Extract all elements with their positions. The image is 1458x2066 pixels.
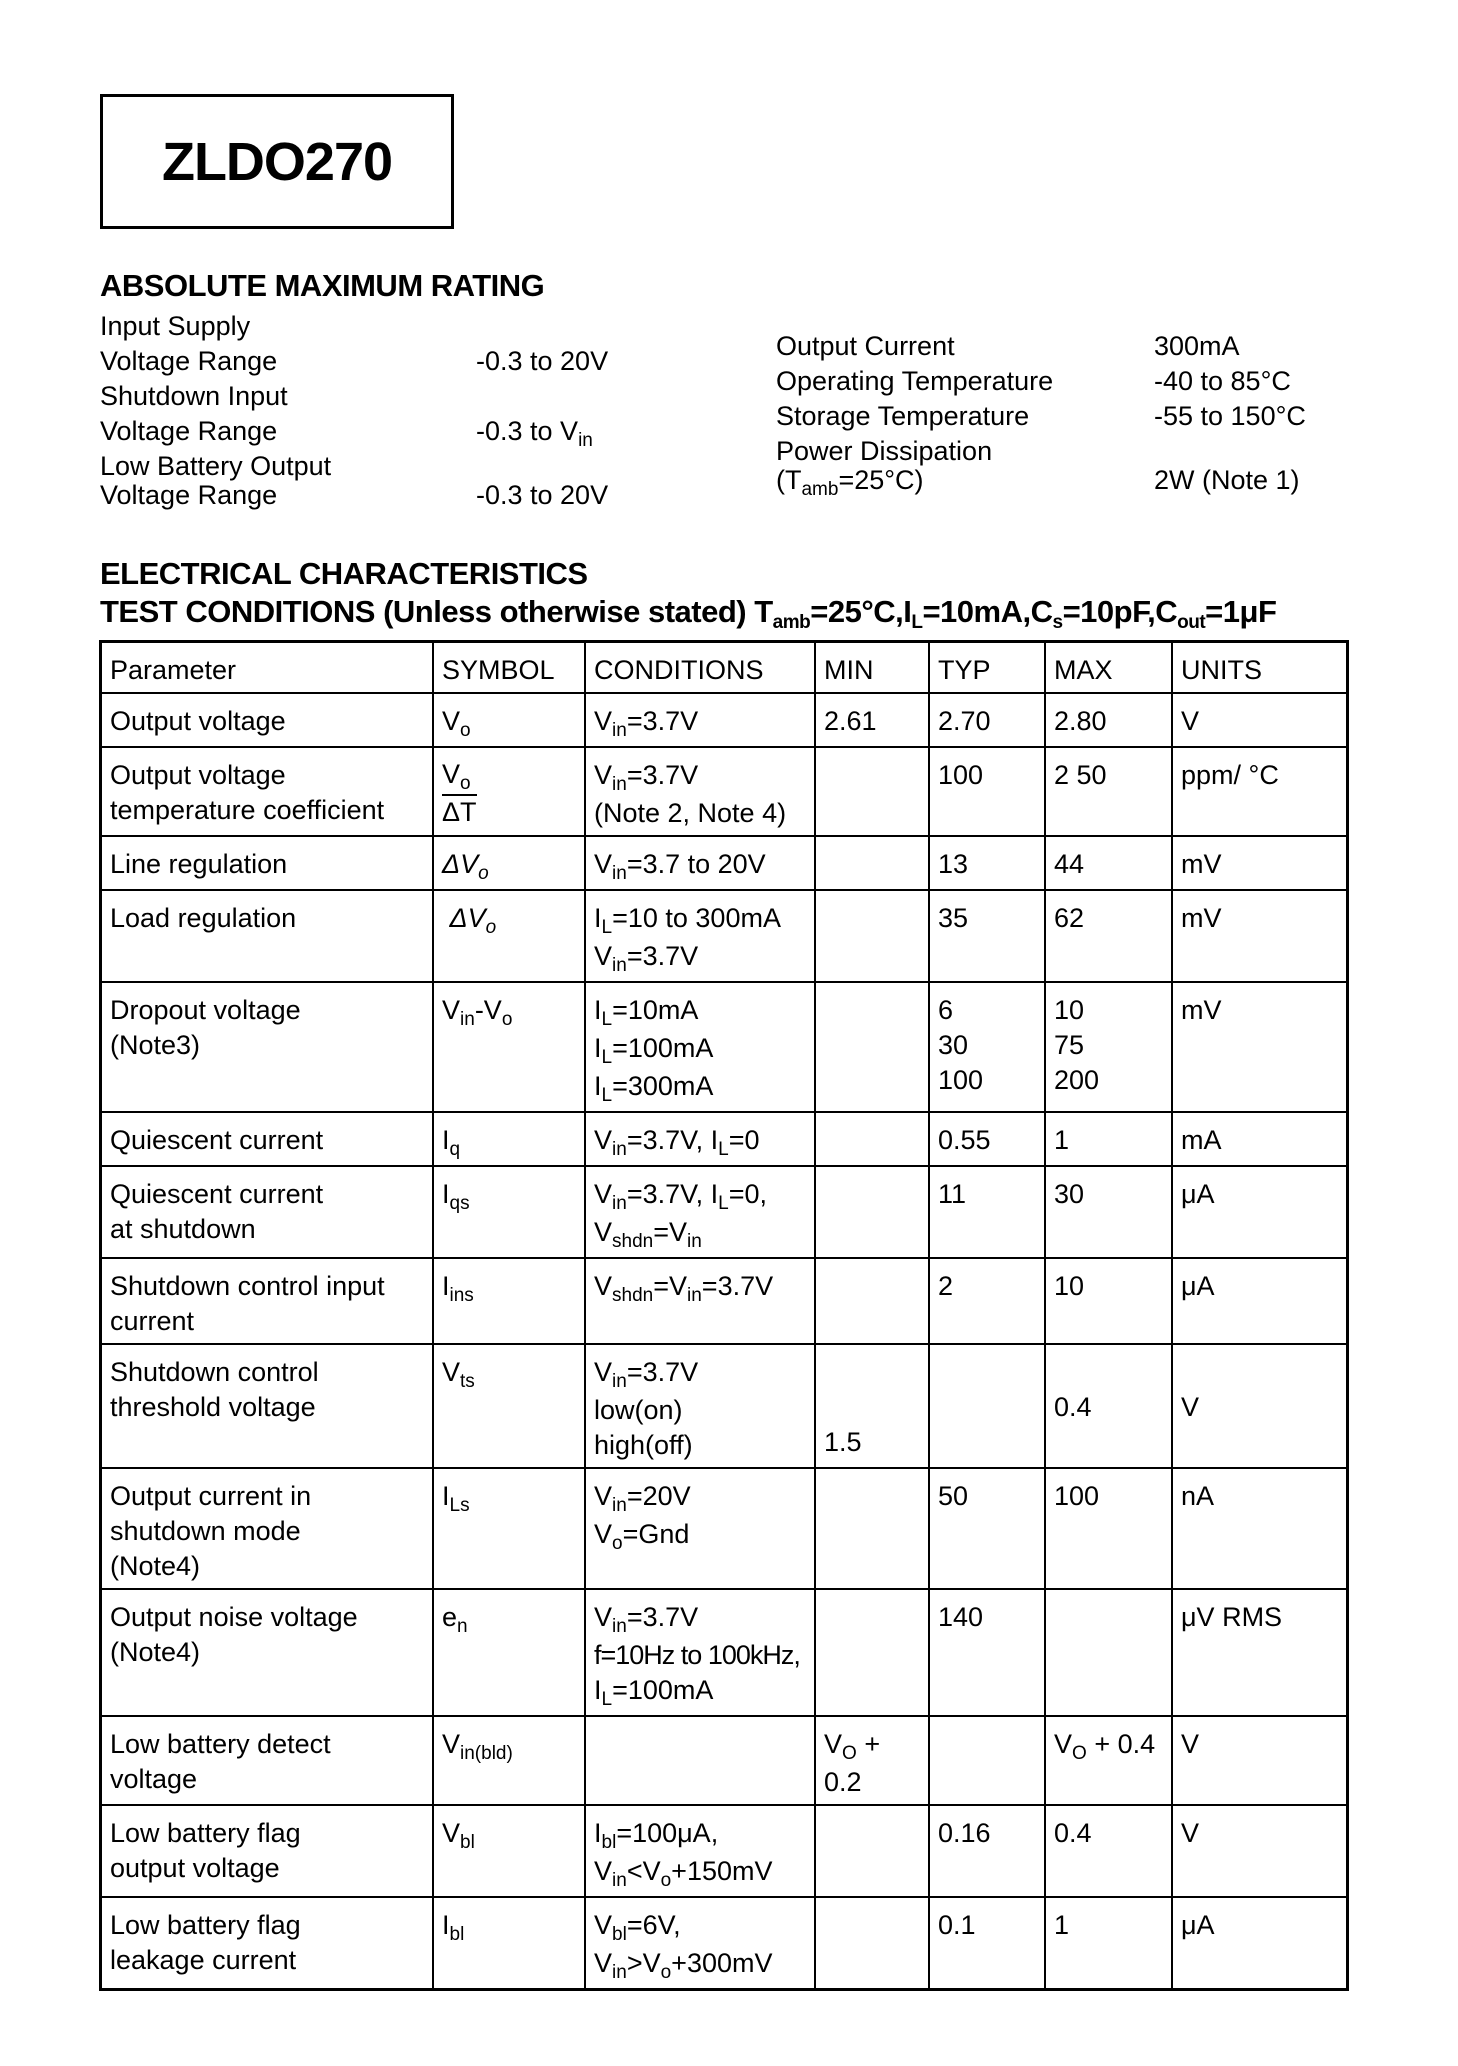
- header-cell: SYMBOL: [433, 642, 585, 694]
- symbol-cell: $I_{ins}$: [433, 1258, 585, 1344]
- min-cell: [815, 1468, 929, 1589]
- units-cell: mA: [1172, 1112, 1348, 1166]
- table-row: [101, 1589, 1348, 1716]
- param-cell: Output voltage temperature coefficient: [101, 747, 434, 836]
- min-cell: [815, 1112, 929, 1166]
- symbol-cell: $\Delta V_o$: [433, 890, 585, 982]
- typ-cell: 11: [929, 1166, 1045, 1258]
- param-cell: Line regulation: [101, 836, 434, 890]
- units-cell: μA: [1172, 1258, 1348, 1344]
- param-cell: Output voltage: [101, 693, 434, 747]
- test-conditions: TEST CONDITIONS (Unless otherwise stated) Tamb=25°C,IL=10mA,Cs=10pF,Cout=1μF: [100, 594, 1277, 633]
- units-cell: mV: [1172, 890, 1348, 982]
- param-cell: Dropout voltage (Note3): [101, 982, 434, 1112]
- min-cell: [815, 747, 929, 836]
- min-cell: [815, 1805, 929, 1897]
- value: -40 to 85°C: [1154, 366, 1291, 396]
- max-cell: $V_O + 0.4$: [1045, 1716, 1172, 1805]
- conditions-cell: $V_{in}=3.7V$, $I_L=0$: [585, 1112, 815, 1166]
- min-cell: $V_O$ + 0.2: [815, 1716, 929, 1805]
- max-cell: 1: [1045, 1112, 1172, 1166]
- units-cell: V: [1172, 1805, 1348, 1897]
- abs-max-left-labels: [100, 309, 331, 513]
- max-cell: 100: [1045, 1468, 1172, 1589]
- units-cell: μA: [1172, 1897, 1348, 1990]
- max-cell: 1: [1045, 1897, 1172, 1990]
- table-row: [101, 890, 1348, 982]
- label: Voltage Range: [100, 416, 278, 446]
- label: Operating Temperature: [776, 366, 1054, 396]
- label: Low Battery Output: [100, 451, 332, 481]
- units-cell: mV: [1172, 836, 1348, 890]
- max-cell: 10: [1045, 1258, 1172, 1344]
- table-row: [101, 1166, 1348, 1258]
- max-cell: 2.80: [1045, 693, 1172, 747]
- label: $(T_{amb}=25^\circ C)$: [776, 465, 924, 500]
- table-row: [101, 1468, 1348, 1589]
- value: -0.3 to 20V: [476, 480, 609, 510]
- param-cell: Quiescent current at shutdown: [101, 1166, 434, 1258]
- conditions-cell: $V_{in}=3.7$ to 20V: [585, 836, 815, 890]
- param-cell: Shutdown control threshold voltage: [101, 1344, 434, 1468]
- typ-cell: 0.55: [929, 1112, 1045, 1166]
- table-row: [101, 1112, 1348, 1166]
- table-row: [101, 693, 1348, 747]
- conditions-cell: $V_{in}=20V$ $V_o=Gnd$: [585, 1468, 815, 1589]
- header-cell: Parameter: [101, 642, 434, 694]
- symbol-cell: $V_{ts}$: [433, 1344, 585, 1468]
- typ-cell: 100: [929, 747, 1045, 836]
- min-cell: [815, 890, 929, 982]
- min-cell: [815, 982, 929, 1112]
- typ-cell: [929, 1716, 1045, 1805]
- symbol-cell: $V_{bl}$: [433, 1805, 585, 1897]
- label: Voltage Range: [100, 346, 278, 376]
- value: -0.3 to $V_{in}$: [476, 416, 593, 451]
- conditions-cell: $V_{shdn}=V_{in}=3.7V$: [585, 1258, 815, 1344]
- param-cell: Quiescent current: [101, 1112, 434, 1166]
- electrical-characteristics-table: [99, 640, 1349, 1991]
- abs-max-right-labels: [776, 329, 1053, 498]
- abs-max-heading: ABSOLUTE MAXIMUM RATING: [100, 268, 545, 303]
- conditions-cell: [585, 1716, 815, 1805]
- table-row: [101, 982, 1348, 1112]
- header-cell: UNITS: [1172, 642, 1348, 694]
- max-cell: 30: [1045, 1166, 1172, 1258]
- param-cell: Low battery flag leakage current: [101, 1897, 434, 1990]
- units-cell: nA: [1172, 1468, 1348, 1589]
- table-row: [101, 1344, 1348, 1468]
- param-cell: Low battery detect voltage: [101, 1716, 434, 1805]
- conditions-cell: $V_{bl}=6V$, $V_{in}>V_o+300mV$: [585, 1897, 815, 1990]
- max-cell: 10 75 200: [1045, 982, 1172, 1112]
- typ-cell: 2: [929, 1258, 1045, 1344]
- param-cell: Load regulation: [101, 890, 434, 982]
- param-cell: Output current in shutdown mode (Note4): [101, 1468, 434, 1589]
- typ-cell: 13: [929, 836, 1045, 890]
- conditions-cell: $V_{in}=3.7V$, $I_L=0$, $V_{shdn}=V_{in}$: [585, 1166, 815, 1258]
- value: 300mA: [1154, 331, 1240, 361]
- typ-cell: 0.16: [929, 1805, 1045, 1897]
- typ-cell: 6 30 100: [929, 982, 1045, 1112]
- max-cell: 62: [1045, 890, 1172, 982]
- symbol-cell: $V_o$: [433, 693, 585, 747]
- abs-max-right-values: [1154, 329, 1306, 498]
- symbol-cell: $I_{qs}$: [433, 1166, 585, 1258]
- label: Shutdown Input: [100, 381, 288, 411]
- symbol-cell: $V_{in(bld)}$: [433, 1716, 585, 1805]
- typ-cell: 50: [929, 1468, 1045, 1589]
- table-row: [101, 836, 1348, 890]
- units-cell: ppm/ °C: [1172, 747, 1348, 836]
- conditions-cell: $I_L=10$ to 300mA $V_{in}=3.7V$: [585, 890, 815, 982]
- typ-cell: 35: [929, 890, 1045, 982]
- symbol-cell: $e_n$: [433, 1589, 585, 1716]
- abs-max-left-values: [476, 344, 608, 513]
- conditions-cell: $I_{bl}=100\mu A$, $V_{in}<V_o+150mV$: [585, 1805, 815, 1897]
- conditions-cell: $V_{in}=3.7V$ (Note 2, Note 4): [585, 747, 815, 836]
- symbol-cell: $\Delta V_o$: [433, 836, 585, 890]
- typ-cell: 2.70: [929, 693, 1045, 747]
- part-number: ZLDO270: [161, 131, 393, 192]
- units-cell: μV RMS: [1172, 1589, 1348, 1716]
- table-row: [101, 1805, 1348, 1897]
- min-cell: [815, 1166, 929, 1258]
- units-cell: V: [1172, 693, 1348, 747]
- conditions-cell: $V_{in}=3.7V$ low(on) high(off): [585, 1344, 815, 1468]
- value: -55 to 150°C: [1154, 401, 1306, 431]
- units-cell: V: [1172, 1344, 1348, 1468]
- min-cell: 2.61: [815, 693, 929, 747]
- conditions-cell: $V_{in}=3.7V$: [585, 693, 815, 747]
- min-cell: [815, 1589, 929, 1716]
- typ-cell: [929, 1344, 1045, 1468]
- typ-cell: 0.1: [929, 1897, 1045, 1990]
- elec-heading: ELECTRICAL CHARACTERISTICS: [100, 556, 588, 591]
- max-cell: 0.4: [1045, 1344, 1172, 1468]
- symbol-cell: $I_q$: [433, 1112, 585, 1166]
- header-cell: TYP: [929, 642, 1045, 694]
- max-cell: 2 50: [1045, 747, 1172, 836]
- units-cell: μA: [1172, 1166, 1348, 1258]
- label: Output Current: [776, 331, 955, 361]
- units-cell: mV: [1172, 982, 1348, 1112]
- symbol-cell: $V_{in}-V_o$: [433, 982, 585, 1112]
- table-row: [101, 1897, 1348, 1990]
- symbol-cell: $I_{bl}$: [433, 1897, 585, 1990]
- label: Power Dissipation: [776, 436, 993, 466]
- part-number-box: [100, 94, 454, 229]
- symbol-cell: $\frac{V_o}{\Delta T}$: [433, 747, 585, 836]
- units-cell: V: [1172, 1716, 1348, 1805]
- param-cell: Output noise voltage (Note4): [101, 1589, 434, 1716]
- header-cell: CONDITIONS: [585, 642, 815, 694]
- max-cell: 0.4: [1045, 1805, 1172, 1897]
- min-cell: [815, 1897, 929, 1990]
- header-cell: MIN: [815, 642, 929, 694]
- value: 2W (Note 1): [1154, 465, 1300, 495]
- min-cell: [815, 836, 929, 890]
- typ-cell: 140: [929, 1589, 1045, 1716]
- label: Storage Temperature: [776, 401, 1030, 431]
- param-cell: Shutdown control input current: [101, 1258, 434, 1344]
- label: Input Supply: [100, 311, 251, 341]
- table-header-row: [101, 642, 1348, 694]
- param-cell: Low battery flag output voltage: [101, 1805, 434, 1897]
- min-cell: 1.5: [815, 1344, 929, 1468]
- label: Voltage Range: [100, 480, 278, 510]
- table-row: [101, 1716, 1348, 1805]
- table-row: [101, 1258, 1348, 1344]
- max-cell: 44: [1045, 836, 1172, 890]
- min-cell: [815, 1258, 929, 1344]
- header-cell: MAX: [1045, 642, 1172, 694]
- table-row: [101, 747, 1348, 836]
- conditions-cell: $V_{in}=3.7V$ f=10Hz to 100kHz, $I_L=100mA$: [585, 1589, 815, 1716]
- symbol-cell: $I_{Ls}$: [433, 1468, 585, 1589]
- conditions-cell: $I_L=10mA$ $I_L=100mA$ $I_L=300mA$: [585, 982, 815, 1112]
- value: -0.3 to 20V: [476, 346, 609, 376]
- max-cell: [1045, 1589, 1172, 1716]
